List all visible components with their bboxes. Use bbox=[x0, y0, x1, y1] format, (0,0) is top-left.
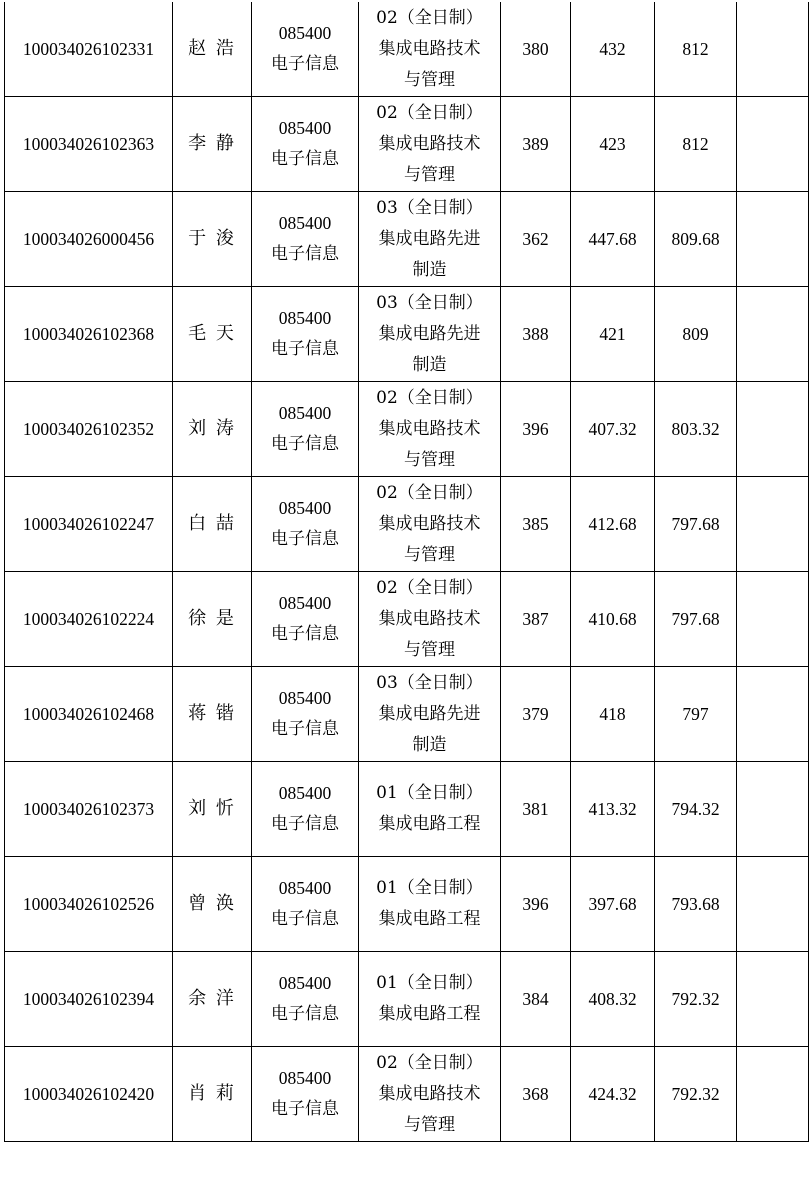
direction-cell bbox=[359, 477, 501, 572]
total-score-cell: 809 bbox=[655, 287, 737, 382]
major-cell bbox=[252, 572, 359, 667]
note-cell bbox=[737, 1047, 809, 1142]
candidate-name: 蒋 锴 bbox=[188, 703, 236, 724]
score-first-cell: 381 bbox=[501, 762, 571, 857]
candidate-name-cell bbox=[173, 572, 252, 667]
major-code: 085400 bbox=[278, 878, 332, 898]
direction-line: 集成电路先进 bbox=[378, 323, 481, 344]
score-first-cell: 396 bbox=[501, 857, 571, 952]
table-row bbox=[5, 952, 809, 1047]
major-name: 电子信息 bbox=[271, 814, 339, 834]
major-name: 电子信息 bbox=[271, 434, 339, 454]
score-first-cell: 362 bbox=[501, 192, 571, 287]
candidate-name-cell bbox=[173, 857, 252, 952]
total-score-cell: 812 bbox=[655, 97, 737, 192]
direction-line: 与管理 bbox=[404, 69, 455, 90]
score-second-cell: 413.32 bbox=[571, 762, 655, 857]
major-code: 085400 bbox=[278, 1068, 332, 1088]
major-code: 085400 bbox=[278, 593, 332, 613]
major-code: 085400 bbox=[278, 213, 332, 233]
major-code: 085400 bbox=[278, 498, 332, 518]
major-code: 085400 bbox=[278, 688, 332, 708]
note-cell bbox=[737, 287, 809, 382]
direction-line: 与管理 bbox=[404, 164, 455, 185]
candidate-name: 肖 莉 bbox=[188, 1083, 236, 1104]
direction-cell bbox=[359, 382, 501, 477]
direction-line: 02（全日制） bbox=[376, 387, 483, 408]
major-cell bbox=[252, 762, 359, 857]
direction-line: 01（全日制） bbox=[376, 878, 483, 898]
score-second-cell: 423 bbox=[571, 97, 655, 192]
major-cell bbox=[252, 857, 359, 952]
direction-cell bbox=[359, 97, 501, 192]
direction-line: 与管理 bbox=[404, 639, 455, 660]
candidate-id-cell: 100034026102363 bbox=[5, 97, 173, 192]
candidate-name: 曾 涣 bbox=[188, 893, 236, 914]
note-cell bbox=[737, 667, 809, 762]
major-cell bbox=[252, 382, 359, 477]
direction-line: 与管理 bbox=[404, 544, 455, 565]
note-cell bbox=[737, 192, 809, 287]
direction-cell bbox=[359, 287, 501, 382]
total-score-cell: 792.32 bbox=[655, 952, 737, 1047]
major-name: 电子信息 bbox=[271, 339, 339, 359]
major-name: 电子信息 bbox=[271, 54, 339, 74]
major-cell bbox=[252, 667, 359, 762]
direction-line: 集成电路技术 bbox=[378, 133, 481, 154]
major-name: 电子信息 bbox=[271, 149, 339, 169]
score-first-cell: 388 bbox=[501, 287, 571, 382]
note-cell bbox=[737, 857, 809, 952]
candidate-id-cell: 100034026102420 bbox=[5, 1047, 173, 1142]
direction-cell bbox=[359, 857, 501, 952]
note-cell bbox=[737, 762, 809, 857]
note-cell bbox=[737, 952, 809, 1047]
direction-line: 02（全日制） bbox=[376, 7, 483, 28]
score-first-cell: 379 bbox=[501, 667, 571, 762]
candidate-id-cell: 100034026102368 bbox=[5, 287, 173, 382]
direction-cell bbox=[359, 762, 501, 857]
score-second-cell: 418 bbox=[571, 667, 655, 762]
major-name: 电子信息 bbox=[271, 1004, 339, 1024]
direction-line: 制造 bbox=[412, 259, 447, 280]
total-score-cell: 794.32 bbox=[655, 762, 737, 857]
candidate-name: 于 浚 bbox=[188, 228, 236, 249]
candidate-id-cell: 100034026102331 bbox=[5, 2, 173, 97]
candidate-id-cell: 100034026102394 bbox=[5, 952, 173, 1047]
total-score-cell: 792.32 bbox=[655, 1047, 737, 1142]
table-row bbox=[5, 2, 809, 97]
direction-line: 集成电路技术 bbox=[378, 1083, 481, 1104]
major-code: 085400 bbox=[278, 403, 332, 423]
direction-line: 02（全日制） bbox=[376, 577, 483, 598]
candidate-name: 李 静 bbox=[188, 133, 236, 154]
table-row bbox=[5, 857, 809, 952]
note-cell bbox=[737, 2, 809, 97]
candidate-name: 刘 忻 bbox=[188, 798, 236, 819]
major-code: 085400 bbox=[278, 783, 332, 803]
table-row bbox=[5, 477, 809, 572]
major-cell bbox=[252, 477, 359, 572]
direction-line: 集成电路先进 bbox=[378, 703, 481, 724]
table-row bbox=[5, 572, 809, 667]
candidate-id-cell: 100034026102526 bbox=[5, 857, 173, 952]
note-cell bbox=[737, 572, 809, 667]
candidate-name-cell bbox=[173, 952, 252, 1047]
candidate-name-cell bbox=[173, 762, 252, 857]
score-first-cell: 385 bbox=[501, 477, 571, 572]
score-second-cell: 432 bbox=[571, 2, 655, 97]
direction-line: 02（全日制） bbox=[376, 482, 483, 503]
candidate-id-cell: 100034026102247 bbox=[5, 477, 173, 572]
score-second-cell: 407.32 bbox=[571, 382, 655, 477]
major-cell bbox=[252, 2, 359, 97]
total-score-cell: 809.68 bbox=[655, 192, 737, 287]
results-table bbox=[4, 2, 809, 1142]
direction-line: 集成电路技术 bbox=[378, 513, 481, 534]
major-cell bbox=[252, 1047, 359, 1142]
candidate-id-cell: 100034026102373 bbox=[5, 762, 173, 857]
total-score-cell: 797.68 bbox=[655, 572, 737, 667]
score-first-cell: 368 bbox=[501, 1047, 571, 1142]
major-code: 085400 bbox=[278, 308, 332, 328]
table-row bbox=[5, 1047, 809, 1142]
major-name: 电子信息 bbox=[271, 719, 339, 739]
major-name: 电子信息 bbox=[271, 529, 339, 549]
candidate-name-cell bbox=[173, 97, 252, 192]
candidate-name: 白 喆 bbox=[188, 513, 236, 534]
candidate-id-cell: 100034026000456 bbox=[5, 192, 173, 287]
table-row bbox=[5, 667, 809, 762]
total-score-cell: 793.68 bbox=[655, 857, 737, 952]
candidate-id-cell: 100034026102352 bbox=[5, 382, 173, 477]
direction-line: 集成电路技术 bbox=[378, 418, 481, 439]
score-first-cell: 384 bbox=[501, 952, 571, 1047]
major-name: 电子信息 bbox=[271, 624, 339, 644]
direction-cell bbox=[359, 2, 501, 97]
total-score-cell: 797.68 bbox=[655, 477, 737, 572]
score-first-cell: 387 bbox=[501, 572, 571, 667]
direction-cell bbox=[359, 1047, 501, 1142]
score-second-cell: 410.68 bbox=[571, 572, 655, 667]
table-row bbox=[5, 762, 809, 857]
candidate-name: 刘 涛 bbox=[188, 418, 236, 439]
direction-line: 集成电路技术 bbox=[378, 608, 481, 629]
candidate-name-cell bbox=[173, 287, 252, 382]
direction-cell bbox=[359, 952, 501, 1047]
direction-line: 与管理 bbox=[404, 1114, 455, 1135]
candidate-name-cell bbox=[173, 2, 252, 97]
table-row bbox=[5, 97, 809, 192]
note-cell bbox=[737, 382, 809, 477]
direction-line: 03（全日制） bbox=[376, 672, 483, 693]
major-code: 085400 bbox=[278, 973, 332, 993]
score-second-cell: 421 bbox=[571, 287, 655, 382]
candidate-name: 毛 天 bbox=[188, 323, 236, 344]
score-first-cell: 389 bbox=[501, 97, 571, 192]
total-score-cell: 797 bbox=[655, 667, 737, 762]
major-name: 电子信息 bbox=[271, 1099, 339, 1119]
results-table-body bbox=[5, 2, 809, 1142]
direction-line: 集成电路工程 bbox=[378, 1004, 481, 1024]
major-cell bbox=[252, 192, 359, 287]
total-score-cell: 803.32 bbox=[655, 382, 737, 477]
direction-cell bbox=[359, 192, 501, 287]
table-row bbox=[5, 192, 809, 287]
direction-line: 01（全日制） bbox=[376, 973, 483, 993]
candidate-id-cell: 100034026102468 bbox=[5, 667, 173, 762]
major-name: 电子信息 bbox=[271, 244, 339, 264]
major-code: 085400 bbox=[278, 118, 332, 138]
score-second-cell: 408.32 bbox=[571, 952, 655, 1047]
score-first-cell: 380 bbox=[501, 2, 571, 97]
direction-line: 03（全日制） bbox=[376, 292, 483, 313]
major-name: 电子信息 bbox=[271, 909, 339, 929]
candidate-id-cell: 100034026102224 bbox=[5, 572, 173, 667]
total-score-cell: 812 bbox=[655, 2, 737, 97]
direction-line: 制造 bbox=[412, 734, 447, 755]
direction-cell bbox=[359, 572, 501, 667]
score-first-cell: 396 bbox=[501, 382, 571, 477]
direction-line: 01（全日制） bbox=[376, 783, 483, 803]
direction-line: 制造 bbox=[412, 354, 447, 375]
candidate-name-cell bbox=[173, 382, 252, 477]
direction-line: 集成电路工程 bbox=[378, 909, 481, 929]
candidate-name-cell bbox=[173, 477, 252, 572]
direction-line: 02（全日制） bbox=[376, 1052, 483, 1073]
score-second-cell: 447.68 bbox=[571, 192, 655, 287]
note-cell bbox=[737, 477, 809, 572]
score-second-cell: 397.68 bbox=[571, 857, 655, 952]
candidate-name: 赵 浩 bbox=[188, 38, 236, 59]
note-cell bbox=[737, 97, 809, 192]
score-second-cell: 424.32 bbox=[571, 1047, 655, 1142]
direction-line: 集成电路先进 bbox=[378, 228, 481, 249]
major-cell bbox=[252, 97, 359, 192]
direction-line: 集成电路工程 bbox=[378, 814, 481, 834]
candidate-name: 徐 是 bbox=[188, 608, 236, 629]
candidate-name: 余 洋 bbox=[188, 988, 236, 1009]
direction-line: 集成电路技术 bbox=[378, 38, 481, 59]
table-row bbox=[5, 382, 809, 477]
score-second-cell: 412.68 bbox=[571, 477, 655, 572]
direction-line: 与管理 bbox=[404, 449, 455, 470]
direction-line: 02（全日制） bbox=[376, 102, 483, 123]
table-row bbox=[5, 287, 809, 382]
major-cell bbox=[252, 287, 359, 382]
candidate-name-cell bbox=[173, 192, 252, 287]
direction-line: 03（全日制） bbox=[376, 197, 483, 218]
candidate-name-cell bbox=[173, 667, 252, 762]
major-code: 085400 bbox=[278, 23, 332, 43]
major-cell bbox=[252, 952, 359, 1047]
direction-cell bbox=[359, 667, 501, 762]
candidate-name-cell bbox=[173, 1047, 252, 1142]
